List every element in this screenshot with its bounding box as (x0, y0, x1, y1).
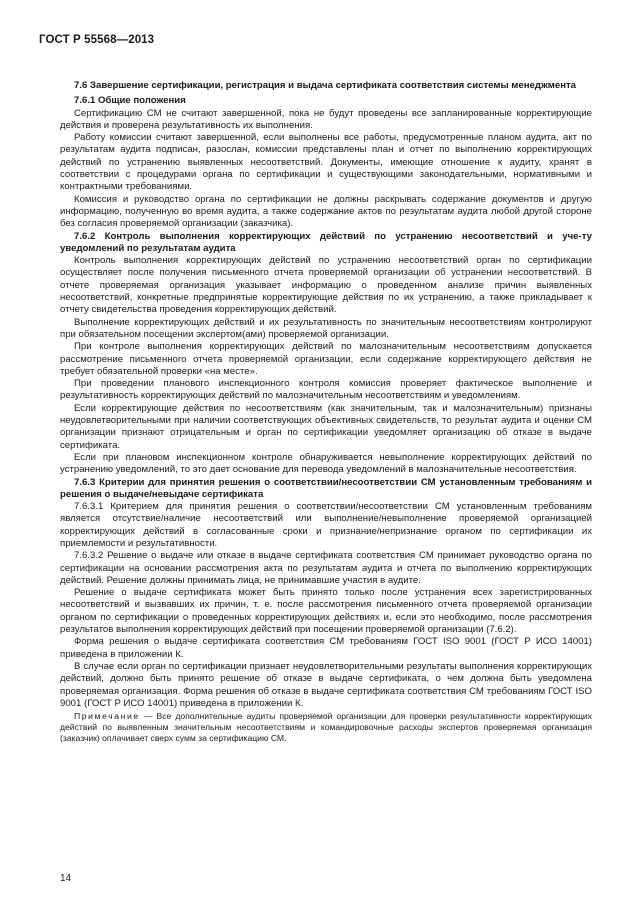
section-title-7-6: 7.6 Завершение сертификации, регистрация и выдача сертификата соответствия системы менеджмента (74, 80, 577, 91)
paragraph: Работу комиссии считают завершенной, если выполнены все работы, предусмотренные планом аудита, акт по результатам аудита подписан, разослан, комиссии представлены план и отчет по выполнению корректирующих действий по устранению выявленных несоответствий. Документы, имеющие отношение к аудиту, хранят в соответствии с процедурами органа по сертификации и существующими законодательными, нормативными и контрактными требованиями. (60, 132, 592, 193)
page-number: 14 (60, 873, 72, 884)
paragraph: Если корректирующие действия по несоответствиям (как значительным, так и малозначительным) признаны неудовлетворительными при наличии соответствующих объективных свидетельств, то результат аудита и оценки СМ организации признают отрицательным и орган по сертификации уведомляет организацию об отказе в выдаче сертификата. (60, 402, 592, 451)
paragraph: Комиссия и руководство органа по сертификации не должны раскрывать содержание документов и другую информацию, полученную во время аудита, а также содержание актов по результатам аудита любой другой стороне без согласия проверяемой организации (заказчика). (60, 193, 592, 230)
note-text: — Все дополнительные аудиты проверяемой организации для проверки результативности корректирующих действий по выявленным значительным несоответствиям и командировочные расходы экспертов проверяемая организация (заказчик) оплачивает сверх сумм за сертификацию СМ. (60, 711, 592, 744)
paragraph: Выполнение корректирующих действий и их результативность по значительным несоответствиям контролируют при обязательном посещении экспертом(ами) проверяемой организации. (60, 316, 592, 340)
paragraph: 7.6.3.1 Критерием для принятия решения о соответствии/несоответствии СМ установленным требованиям является отсутствие/наличие несоответствий или выполнение/невыполнение проверяемой организацией корректирующих действий в согласованные сроки и признание/непризнание органом по сертификации их приемлемости и результативности. (60, 501, 592, 549)
document-body (60, 80, 592, 744)
note-label: Примечание (74, 711, 140, 722)
note (60, 711, 592, 744)
paragraph: При проведении планового инспекционного контроля комиссия проверяет фактическое выполнение и результативность корректирующих действий по малозначительным несоответствиям и уведомлениям. (60, 378, 592, 402)
paragraph: При контроле выполнения корректирующих действий по малозначительным несоответствиям допускается рассмотрение письменного отчета проверяемой организации, если содержание корректирующего действия не требует обязательной проверки «на месте». (60, 341, 592, 377)
paragraph: В случае если орган по сертификации признает неудовлетворительными результаты выполнения корректирующих действий, должно быть принято решение об отказе в выдаче сертификата, о чем должна быть уведомлена проверяемая организация. Форма решения об отказе в выдаче сертификата соответствия СМ требованиям ГОСТ ISO 9001 (ГОСТ Р ИСО 14001) приведена в приложении К. (60, 660, 592, 709)
paragraph: Решение о выдаче сертификата может быть принято только после устранения всех зарегистрированных несоответствий и вызвавших их причин, т. е. после рассмотрения письменного отчета проверяемой организации органом по сертификации о проведенных корректирующих действиях и, если это необходимо, после рассмотрения результатов выполнения корректирующих действий при посещении проверяемой организации (7.6.2). (60, 587, 592, 636)
page-header-standard: ГОСТ Р 55568—2013 (39, 34, 155, 46)
section-title-7-6-3: 7.6.3 Критерии для принятия решения о соответствии/несоответствии СМ установленным требованиям и решения о выдаче/невыдаче сертификата (60, 476, 592, 500)
section-title-7-6-2: 7.6.2 Контроль выполнения корректирующих действий по устранению несоответствий и уче-ту уведомлений по результатам аудита (60, 230, 592, 254)
paragraph: Сертификацию СМ не считают завершенной, пока не будут проведены все запланированные корректирующие действия и проверена результативность их выполнения. (60, 107, 592, 131)
section-title-7-6-1: 7.6.1 Общие положения (74, 95, 186, 107)
paragraph: Форма решения о выдаче сертификата соответствия СМ требованиям ГОСТ ISO 9001 (ГОСТ Р ИСО 14001) приведена в приложении К. (60, 636, 592, 660)
paragraph: 7.6.3.2 Решение о выдаче или отказе в выдаче сертификата соответствия СМ принимает руководство органа по сертификации на основании рассмотрения акта по результатам аудита и отчета по выполнению корректирующих действий. Решение должны принимать лица, не принимавшие участия в аудите. (60, 550, 592, 586)
paragraph: Если при плановом инспекционном контроле обнаруживается невыполнение корректирующих действий по устранению уведомлений, то это дает основание для перевода уведомлений в малозначительные несоответствия. (60, 451, 592, 476)
paragraph: Контроль выполнения корректирующих действий по устранению несоответствий орган по сертификации осуществляет после получения письменного отчета проверяемой организации об устранении несоответствий. В отчете проверяемая организация указывает информацию о проведенном анализе причин выявленных несоответствий, конкретные предпринятые корректирующие действия по их устранению, а также прикладывает к отчету свидетельства проведения корректирующих действий. (60, 255, 592, 316)
